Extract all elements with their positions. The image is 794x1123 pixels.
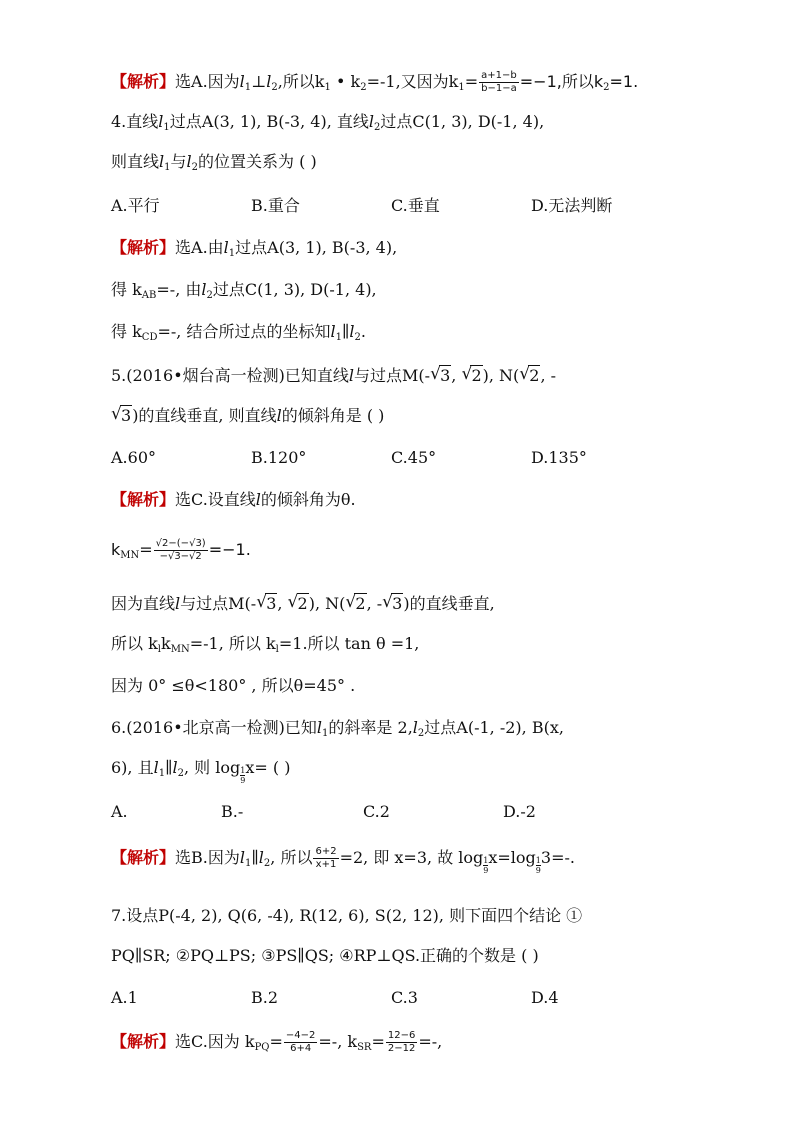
option-a: A. (111, 802, 128, 821)
solution-5-line-1: 【解析】选C.设直线l的倾斜角为θ. (111, 490, 356, 509)
option-b: B.2 (251, 988, 279, 1007)
solution-5-line-2: $k_{MN}=$ $\frac{√2-(-√3)}{-√3-√2}$ =−1. (111, 538, 251, 562)
option-b: B.重合 (251, 196, 300, 215)
fraction: $\frac{12-6}{2-12}$ (387, 1030, 416, 1054)
option-c: C.垂直 (391, 196, 440, 215)
question-7-line-2: PQ∥SR; ②PQ⊥PS; ③PS∥QS; ④RP⊥QS.正确的个数是 ( ) (111, 946, 539, 965)
question-5-line-1: 5.(2016•烟台高一检测)已知直线l与过点M(-√ 3, √ 2), N(√ 2, - (111, 364, 734, 390)
solution-4-line-2: 得 $k_{AB}=-$, 由$l_2$过点C(1, 3), D(-1, 4), (111, 280, 377, 301)
question-7-options (111, 986, 734, 1012)
analysis-tag: 【解析】 (111, 72, 176, 91)
option-a: A.平行 (111, 196, 160, 215)
option-c: C.3 (391, 988, 418, 1007)
question-4-line-2: 则直线$l_1$与$l_2$的位置关系为 ( ) (111, 152, 317, 173)
fraction: $\frac{-4-2}{6+4}$ (285, 1030, 316, 1054)
option-a: A.1 (111, 988, 138, 1007)
solution-4-line-3: 得 $k_{CD}=-$, 结合所过点的坐标知$l_1\parallel l_2$. (111, 322, 366, 343)
question-7-line-1: 7.设点P(-4, 2), Q(6, -4), R(12, 6), S(2, 12), 则下面四个结论 ① (111, 906, 583, 925)
option-c: C.2 (363, 802, 390, 821)
question-6-line-1: 6.(2016•北京高一检测)已知$l_1$的斜率是 $2,l_2$过点A(-1, -2), B(x, (111, 718, 564, 739)
question-4-options (111, 194, 734, 220)
question-4-line-1: 4.直线$l_1$过点A(3, 1), B(-3, 4), 直线$l_2$过点C(1, 3), D(-1, 4), (111, 112, 545, 133)
solution-5-line-3: 因为直线l与过点M(-√ 3, √ 2), N(√ 2, -√ 3)的直线垂直, (111, 592, 734, 618)
solution-3: 【解析】选A.因为$l_1\perp l_2$,所以$k_1$ • $k_2=-1$,又因为$k_1=$ $\frac{a+1-b}{b-1-a}$ =−1,所以$k_2=1$. (111, 70, 639, 94)
question-5-options (111, 446, 734, 472)
question-5-line-2: √ 3)的直线垂直, 则直线l的倾斜角是 ( ) (111, 404, 734, 430)
option-b: B.- (221, 802, 244, 821)
solution-7: 【解析】选C.因为 $k_{PQ}=$ $\frac{-4-2}{6+4}$ =-, $k_{SR}=$ $\frac{12-6}{2-12}$ =-, (111, 1030, 443, 1054)
solution-4-line-1: 【解析】选A.由$l_1$过点A(3, 1), B(-3, 4), (111, 238, 398, 259)
option-d: D.无法判断 (531, 196, 613, 215)
option-d: D.4 (531, 988, 559, 1007)
solution-5-line-4: 所以 $k_lk_{MN}=-1$, 所以 $k_l=1$.所以 tan θ =1, (111, 634, 420, 655)
option-b: B.120° (251, 448, 307, 467)
solution-6: 【解析】选B.因为$l_1\parallel l_2$, 所以 $\frac{6+2}{x+1}$ =2, 即 x=3, 故 log $\frac{1}{9}$ x=log $\frac{1}{9}$ 3=-. (111, 846, 575, 875)
question-6-line-2: 6), 且$l_1\parallel l_2$, 则 log $\frac{1}{9}$ x= ( ) (111, 758, 291, 785)
option-a: A.60° (111, 448, 156, 467)
fraction: $\frac{√2-(-√3)}{-√3-√2}$ (155, 538, 206, 562)
solution-5-line-5: 因为 0° ≤θ<180° , 所以θ=45° . (111, 676, 356, 695)
option-d: D.-2 (503, 802, 536, 821)
option-d: D.135° (531, 448, 587, 467)
option-c: C.45° (391, 448, 437, 467)
fraction: $\frac{6+2}{x+1}$ (315, 846, 337, 870)
fraction: $\frac{a+1-b}{b-1-a}$ (481, 70, 517, 94)
question-6-options (111, 800, 734, 826)
